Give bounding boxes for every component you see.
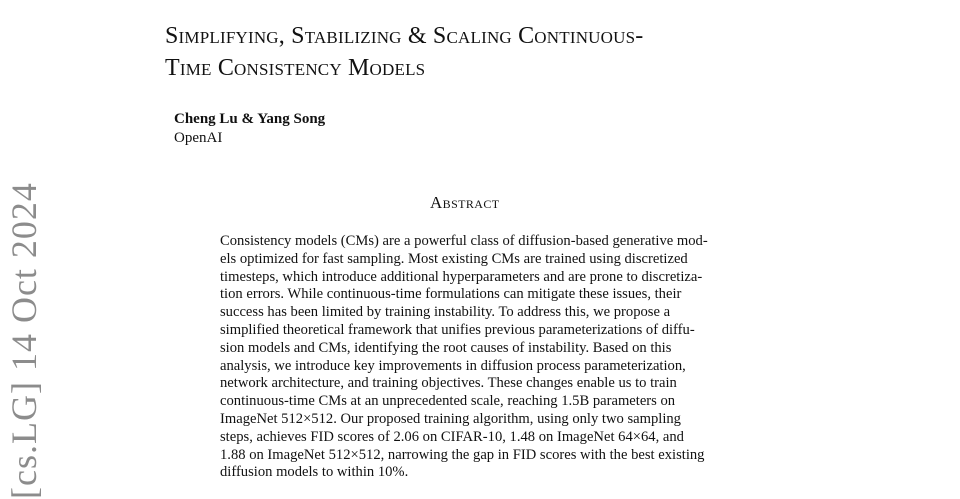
abstract-line: success has been limited by training instability. To address this, we propose a [220,304,671,321]
title-line-2: Time Consistency Models [165,55,426,81]
abstract-line: steps, achieves FID scores of 2.06 on CIFAR-10, 1.48 on ImageNet 64×64, and [220,428,684,445]
authors: Cheng Lu & Yang Song [174,111,326,127]
affiliation: OpenAI [174,130,223,146]
paper-title [165,20,825,84]
abstract-body [220,233,750,482]
title-line-1: Simplifying, Stabilizing & Scaling Continuous- [165,23,644,49]
abstract-line: Consistency models (CMs) are a powerful class of diffusion-based generative mod- [220,233,708,249]
abstract-line: els optimized for fast sampling. Most existing CMs are trained using discretized [220,250,688,267]
abstract-line: network architecture, and training objectives. These changes enable us to train [220,375,677,392]
abstract-line: timesteps, which introduce additional hyperparameters and are prone to discretiza- [220,268,703,285]
abstract-line: continuous-time CMs at an unprecedented scale, reaching 1.5B parameters on [220,393,676,410]
abstract-line: diffusion models to within 10%. [220,464,409,481]
abstract-line: simplified theoretical framework that unifies previous parameterizations of diffu- [220,321,695,338]
arxiv-stamp: [cs.LG] 14 Oct 2024 [4,182,44,499]
abstract-line: sion models and CMs, identifying the root causes of instability. Based on this [220,339,672,356]
abstract-line: tion errors. While continuous-time formulations can mitigate these issues, their [220,286,682,303]
abstract-line: analysis, we introduce key improvements in diffusion process parameterization, [220,357,686,374]
abstract-line: 1.88 on ImageNet 512×512, narrowing the gap in FID scores with the best existing [220,446,705,463]
abstract-heading: Abstract [430,193,500,212]
abstract-line: ImageNet 512×512. Our proposed training algorithm, using only two sampling [220,410,681,427]
